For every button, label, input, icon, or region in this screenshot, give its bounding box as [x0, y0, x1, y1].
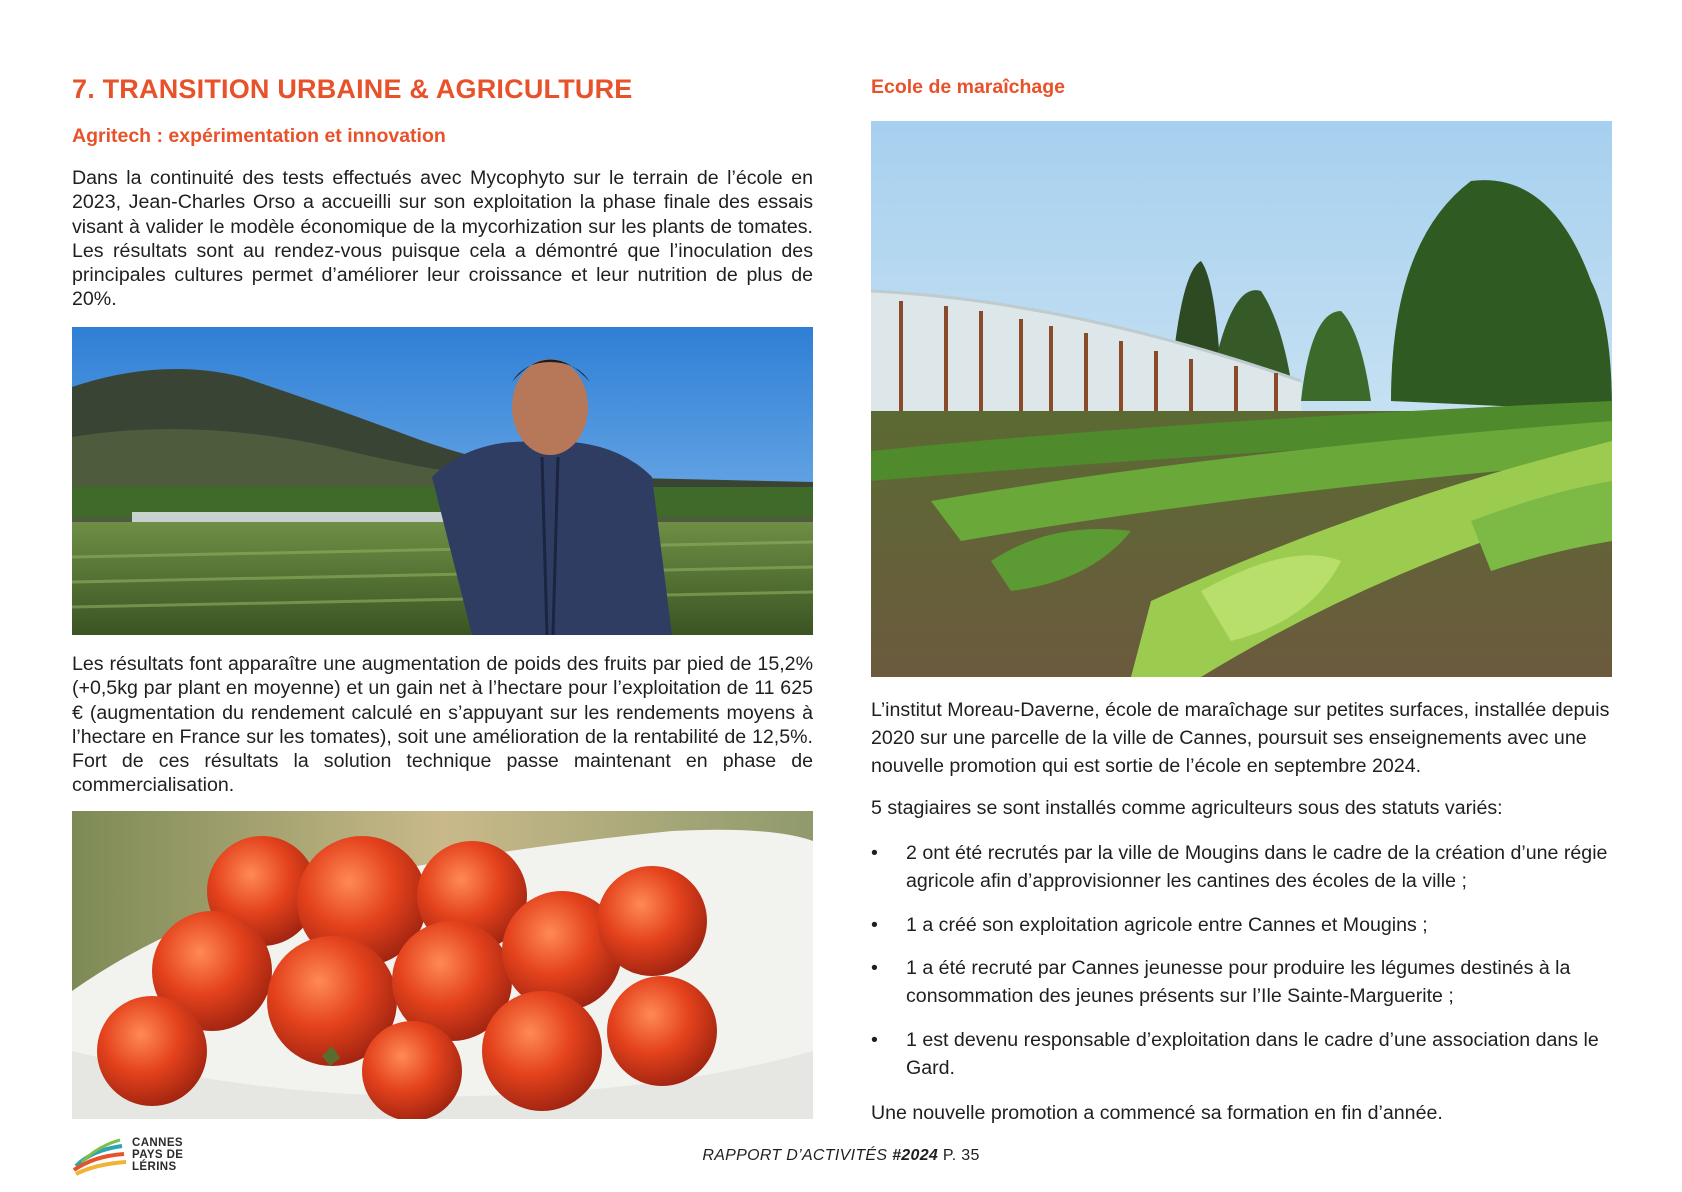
page-footer	[0, 1147, 1682, 1165]
section-subheading-agritech: Agritech : expérimentation et innovation	[72, 125, 446, 147]
closing-paragraph: Une nouvelle promotion a commencé sa formation en fin d’année.	[871, 1102, 1443, 1124]
bullet-dot: •	[871, 913, 878, 936]
tomatoes-photo	[72, 811, 813, 1119]
bullet-dot: •	[871, 1028, 878, 1051]
bullet-dot: •	[871, 842, 878, 864]
list-item: • 2 ont été recrutés par la ville de Mougins dans le cadre de la création d’une régie agricole afin d’approvisionner les cantines des écoles de la ville ;	[871, 842, 1608, 892]
market-garden-photo	[871, 121, 1612, 677]
section-subheading-ecole: Ecole de maraîchage	[871, 76, 1066, 98]
report-label: RAPPORT D’ACTIVITÉS	[702, 1147, 888, 1164]
report-year: #2024	[892, 1147, 939, 1164]
farmer-photo	[72, 327, 813, 635]
page-number: P. 35	[942, 1147, 980, 1164]
bullet-dot: •	[871, 957, 878, 980]
stagiaires-list	[871, 840, 1612, 1099]
list-item: • 1 est devenu responsable d’exploitation dans le cadre d’une association dans le Gard.	[871, 1028, 1599, 1079]
page-title: 7. TRANSITION URBAINE & AGRICULTURE	[72, 74, 633, 104]
logo-text: CANNES PAYS DE LÉRINS	[132, 1137, 184, 1173]
ecole-paragraph-1: L’institut Moreau-Daverne, école de maraîchage sur petites surfaces, installée depuis 2020 sur une parcelle de la ville de Cannes, poursuit ses enseignements avec une nouvelle promotion qui est sortie de l’école en septembre 2024.	[871, 699, 1610, 777]
list-item: • 1 a été recruté par Cannes jeunesse pour produire les légumes destinés à la consommation des jeunes présents sur l’Ile Sainte-Marguerite ;	[871, 957, 1571, 1008]
agritech-paragraph-1: Dans la continuité des tests effectués avec Mycophyto sur le terrain de l’école en 2023, Jean-Charles Orso a accueilli sur son exploitation la phase finale des essais visant à valider le modèle économique de la mycorhization sur les plants de tomates. Les résultats sont au rendez-vous puisque cela a démontré que l’inoculation des principales cultures permet d’améliorer leur croissance et leur nutrition de plus de 20%.	[72, 167, 813, 311]
list-item: • 1 a créé son exploitation agricole entre Cannes et Mougins ;	[871, 912, 1612, 940]
agritech-paragraph-2: Les résultats font apparaître une augmentation de poids des fruits par pied de 15,2% (+0,5kg par plant en moyenne) et un gain net à l’hectare pour l’exploitation de 11 625 € (augmentation du rendement calculé en s’appuyant sur les rendements moyens à l’hectare en France sur les tomates), soit une amélioration de la rentabilité de 12,5%. Fort de ces résultats la solution technique passe maintenant en phase de commercialisation.	[72, 653, 813, 797]
ecole-paragraph-2: 5 stagiaires se sont installés comme agriculteurs sous des statuts variés:	[871, 797, 1503, 819]
